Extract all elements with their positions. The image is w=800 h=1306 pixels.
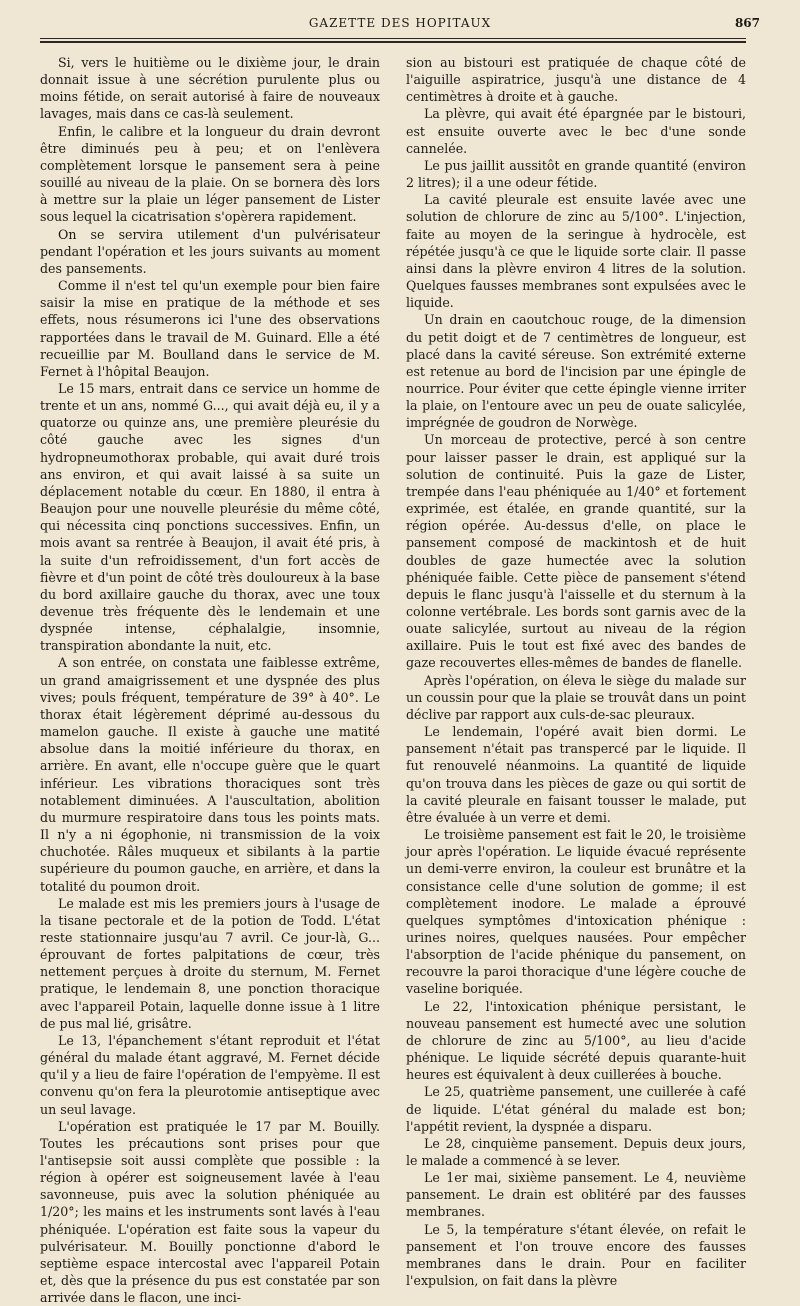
right-column <box>406 54 746 1289</box>
header-rule-thin <box>40 38 746 39</box>
paragraph: Le 25, quatrième pansement, une cuillerée à café de liquide. L'état général du malade est bon; l'appétit revient, la dyspnée a disparu. <box>406 1084 746 1134</box>
paragraph: La cavité pleurale est ensuite lavée avec une solution de chlorure de zinc au 5/100°. L'injection, faite au moyen de la seringue à hydrocèle, est répétée jusqu'à ce que le liquide sorte clair. Il passe ainsi dans la plèvre environ 4 litres de la solution. Quelques fausses membranes sont expulsées avec le liquide. <box>406 192 746 311</box>
paragraph: Si, vers le huitième ou le dixième jour, le drain donnait issue à une sécrétion purulente plus ou moins fétide, on serait autorisé à faire de nouveaux lavages, mais dans ce cas-là seulement. <box>40 55 380 122</box>
header-rule-thick <box>40 41 746 43</box>
paragraph: On se servira utilement d'un pulvérisateur pendant l'opération et les jours suivants au moment des pansements. <box>40 226 380 276</box>
paragraph: Le 22, l'intoxication phénique persistant, le nouveau pansement est humecté avec une solution de chlorure de zinc au 5/100°, au lieu d'acide phénique. Le liquide sécrété depuis quarante-huit heures est équivalent à deux cuillerées à bouche. <box>406 998 746 1083</box>
text-columns <box>40 54 746 1306</box>
paragraph: Le 15 mars, entrait dans ce service un homme de trente et un ans, nommé G..., qui avait déjà eu, il y a quatorze ou quinze ans, une première pleurésie du côté gauche avec les signes d'un hydropneumothorax probable, qui avait duré trois ans environ, et qui avait laissé à sa suite un déplacement notable du cœur. En 1880, il entra à Beaujon pour une nouvelle pleurésie du même côté, qui nécessita cinq ponctions successives. Enfin, un mois avant sa rentrée à Beaujon, il avait été pris, à la suite d'un refroidissement, d'un fort accès de fièvre et d'un point de côté très douloureux à la base du bord axillaire gauche du thorax, avec une toux devenue très fréquente dès le lendemain et une dyspnée intense, céphalalgie, insomnie, transpiration abondante la nuit, etc. <box>40 380 380 654</box>
paragraph: Après l'opération, on éleva le siège du malade sur un coussin pour que la plaie se trouvât dans un point déclive par rapport aux culs-de-sac pleuraux. <box>406 672 746 722</box>
paragraph: Comme il n'est tel qu'un exemple pour bien faire saisir la mise en pratique de la méthode et ses effets, nous résumerons ici l'une des observations rapportées dans le travail de M. Guinard. Elle a été recueillie par M. Boulland dans le service de M. Fernet à l'hôpital Beaujon. <box>40 278 380 379</box>
paragraph: A son entrée, on constata une faiblesse extrême, un grand amaigrissement et une dyspnée des plus vives; pouls fréquent, température de 39° à 40°. Le thorax était légèrement déprimé au-dessous du mamelon gauche. Il existe à gauche une matité absolue dans la moitié inférieure du thorax, en arrière. En avant, elle n'occupe guère que le quart inférieur. Les vibrations thoraciques sont très notablement diminuées. A l'auscultation, abolition du murmure respiratoire dans tous les points mats. Il n'y a ni égophonie, ni transmission de la voix chuchotée. Râles muqueux et sibilants à la partie supérieure du poumon gauche, en arrière, et dans la totalité du poumon droit. <box>40 655 380 894</box>
paragraph: Le pus jaillit aussitôt en grande quantité (environ 2 litres); il a une odeur fétide. <box>406 157 746 191</box>
paragraph: Le 13, l'épanchement s'étant reproduit et l'état général du malade étant aggravé, M. Fernet décide qu'il y a lieu de faire l'opération de l'empyème. Il est convenu qu'on fera la pleurotomie antiseptique avec un seul lavage. <box>40 1032 380 1117</box>
paragraph: L'opération est pratiquée le 17 par M. Bouilly. Toutes les précautions sont prises pour que l'antisepsie soit aussi complète que possible : la région à opérer est soigneusement lavée à l'eau savonneuse, puis avec la solution phéniquée au 1/20°; les mains et les instruments sont lavés à l'eau phéniquée. L'opération est faite sous la vapeur du pulvérisateur. M. Bouilly ponctionne d'abord le septième espace intercostal avec l'appareil Potain et, dès que la présence du pus est constatée par son arrivée dans le flacon, une inci- <box>40 1118 380 1306</box>
paragraph: Un drain en caoutchouc rouge, de la dimension du petit doigt et de 7 centimètres de longueur, est placé dans la cavité séreuse. Son extrémité externe est retenue au bord de l'incision par une épingle de nourrice. Pour éviter que cette épingle vienne irriter la plaie, on l'entoure avec un peu de ouate salicylée, imprégnée de goudron de Norwège. <box>406 312 746 431</box>
running-head <box>40 16 760 36</box>
page-number: 867 <box>734 16 760 30</box>
paragraph: Le troisième pansement est fait le 20, le troisième jour après l'opération. Le liquide évacué représente un demi-verre environ, la couleur est brunâtre et la consistance celle d'une solution de gomme; il est complètement inodore. Le malade a éprouvé quelques symptômes d'intoxication phénique : urines noires, quelques nausées. Pour empêcher l'absorption de l'acide phénique du pansement, on recouvre la paroi thoracique d'une légère couche de vaseline boriquée. <box>406 827 746 997</box>
paragraph: Le lendemain, l'opéré avait bien dormi. Le pansement n'était pas transpercé par le liquide. Il fut renouvelé néanmoins. La quantité de liquide qu'on trouva dans les pièces de gaze ou qui sortit de la cavité pleurale en faisant tousser le malade, put être évaluée à un verre et demi. <box>406 724 746 825</box>
paragraph: Enfin, le calibre et la longueur du drain devront être diminués peu à peu; et on l'enlèvera complètement lorsque le pansement sera à peine souillé au niveau de la plaie. On se bornera dès lors à mettre sur la plaie un léger pansement de Lister sous lequel la cicatrisation s'opèrera rapidement. <box>40 123 380 225</box>
paragraph: Le 5, la température s'étant élevée, on refait le pansement et l'on trouve encore des fausses membranes dans le drain. Pour en faciliter l'expulsion, on fait dans la plèvre <box>406 1221 746 1289</box>
paragraph: Le 28, cinquième pansement. Depuis deux jours, le malade a commencé à se lever. <box>406 1135 746 1168</box>
paragraph: Le malade est mis les premiers jours à l'usage de la tisane pectorale et de la potion de Todd. L'état reste stationnaire jusqu'au 7 avril. Ce jour-là, G... éprouvant de fortes palpitations de cœur, très nettement perçues à droite du sternum, M. Fernet pratique, le lendemain 8, une ponction thoracique avec l'appareil Potain, laquelle donne issue à 1 litre de pus mal lié, grisâtre. <box>40 895 380 1031</box>
paragraph: Le 1er mai, sixième pansement. Le 4, neuvième pansement. Le drain est oblitéré par des fausses membranes. <box>406 1170 746 1220</box>
paragraph: Un morceau de protective, percé à son centre pour laisser passer le drain, est appliqué sur la solution de continuité. Puis la gaze de Lister, trempée dans l'eau phéniquée au 1/40° et fortement exprimée, est étalée, en grande quantité, sur la région opérée. Au-dessus d'elle, on place le pansement composé de mackintosh et de huit doubles de gaze humectée avec la solution phéniquée faible. Cette pièce de pansement s'étend depuis le flanc jusqu'à l'aisselle et du sternum à la colonne vertébrale. Les bords sont garnis avec de la ouate salicylée, surtout au niveau de la région axillaire. Puis le tout est fixé avec des bandes de gaze recouvertes elles-mêmes de bandes de flanelle. <box>406 432 746 671</box>
journal-title: GAZETTE DES HOPITAUX <box>308 16 492 30</box>
paragraph: La plèvre, qui avait été épargnée par le bistouri, est ensuite ouverte avec le bec d'une sonde cannelée. <box>406 106 746 156</box>
left-column <box>40 54 380 1306</box>
paragraph-continuation: sion au bistouri est pratiquée de chaque côté de l'aiguille aspiratrice, jusqu'à une distance de 4 centimètres à droite et à gauche. <box>406 55 746 105</box>
